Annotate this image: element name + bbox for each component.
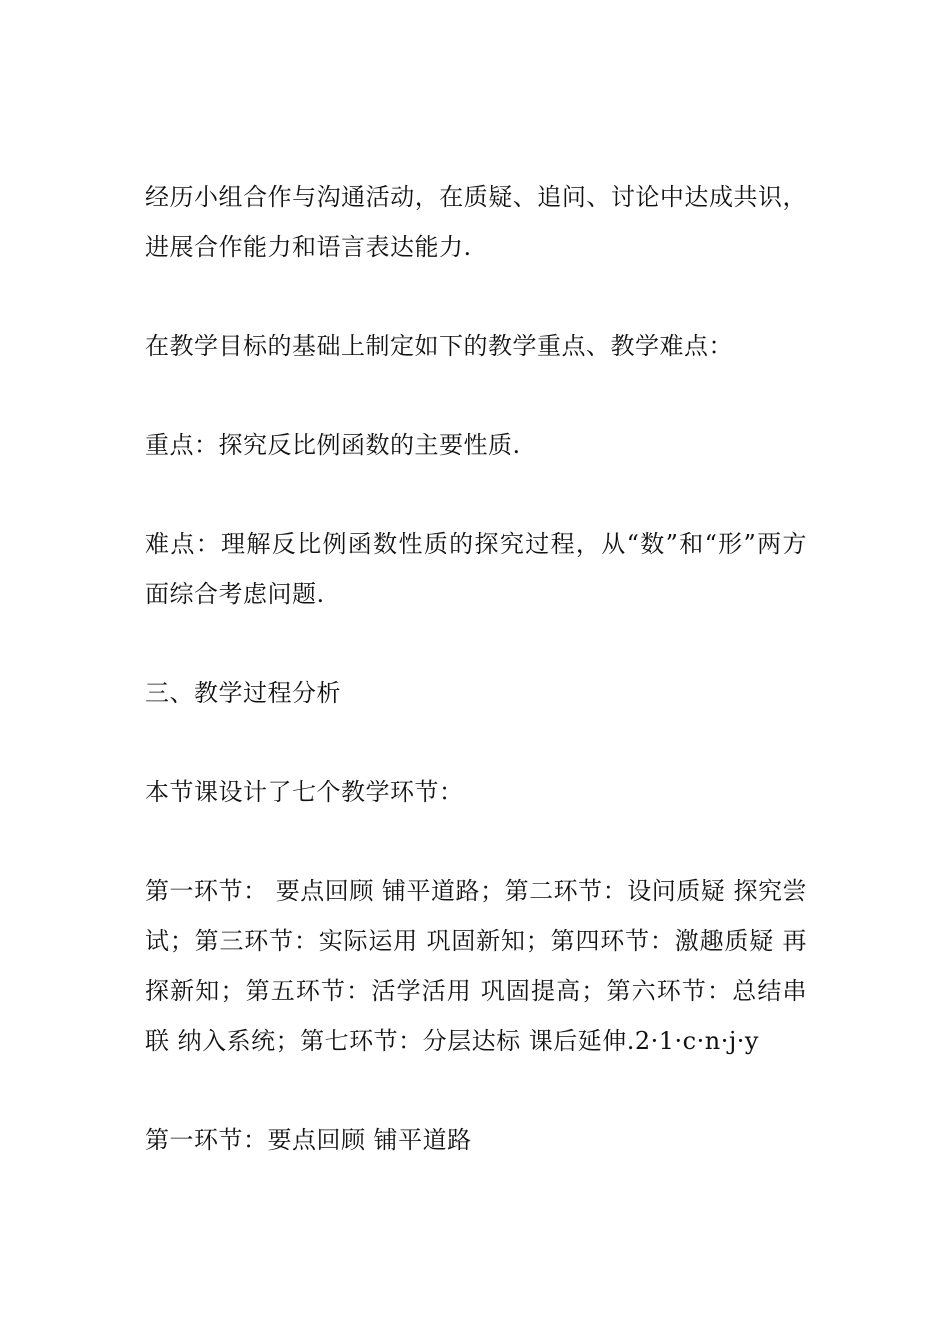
paragraph-seven-stages-intro: 本节课设计了七个教学环节：: [145, 778, 464, 806]
section-heading-process: 三、教学过程分析: [145, 679, 341, 707]
paragraph-cooperation: 经历小组合作与沟通活动，在质疑、追问、讨论中达成共识，进展合作能力和语言表达能力.: [145, 183, 807, 261]
paragraph-goals-intro: 在教学目标的基础上制定如下的教学重点、教学难点：: [145, 332, 733, 360]
document-body: [145, 172, 807, 1214]
paragraph-difficulty: 难点：理解反比例函数性质的探究过程，从“数”和“形”两方面综合考虑问题.: [145, 530, 807, 608]
paragraph-key-point: 重点：探究反比例函数的主要性质.: [145, 431, 521, 459]
paragraph-stage-list: 第一环节： 要点回顾 铺平道路；第二环节：设问质疑 探究尝试；第三环节：实际运用 巩固新知；第四环节：激趣质疑 再探新知；第五环节：活学活用 巩固提高；第六环节：总结串联 纳入系统；第七环节：分层达标 课后延伸.2·1·c·n·j·y: [145, 877, 807, 1055]
paragraph-stage-one-heading: 第一环节：要点回顾 铺平道路: [145, 1126, 472, 1154]
